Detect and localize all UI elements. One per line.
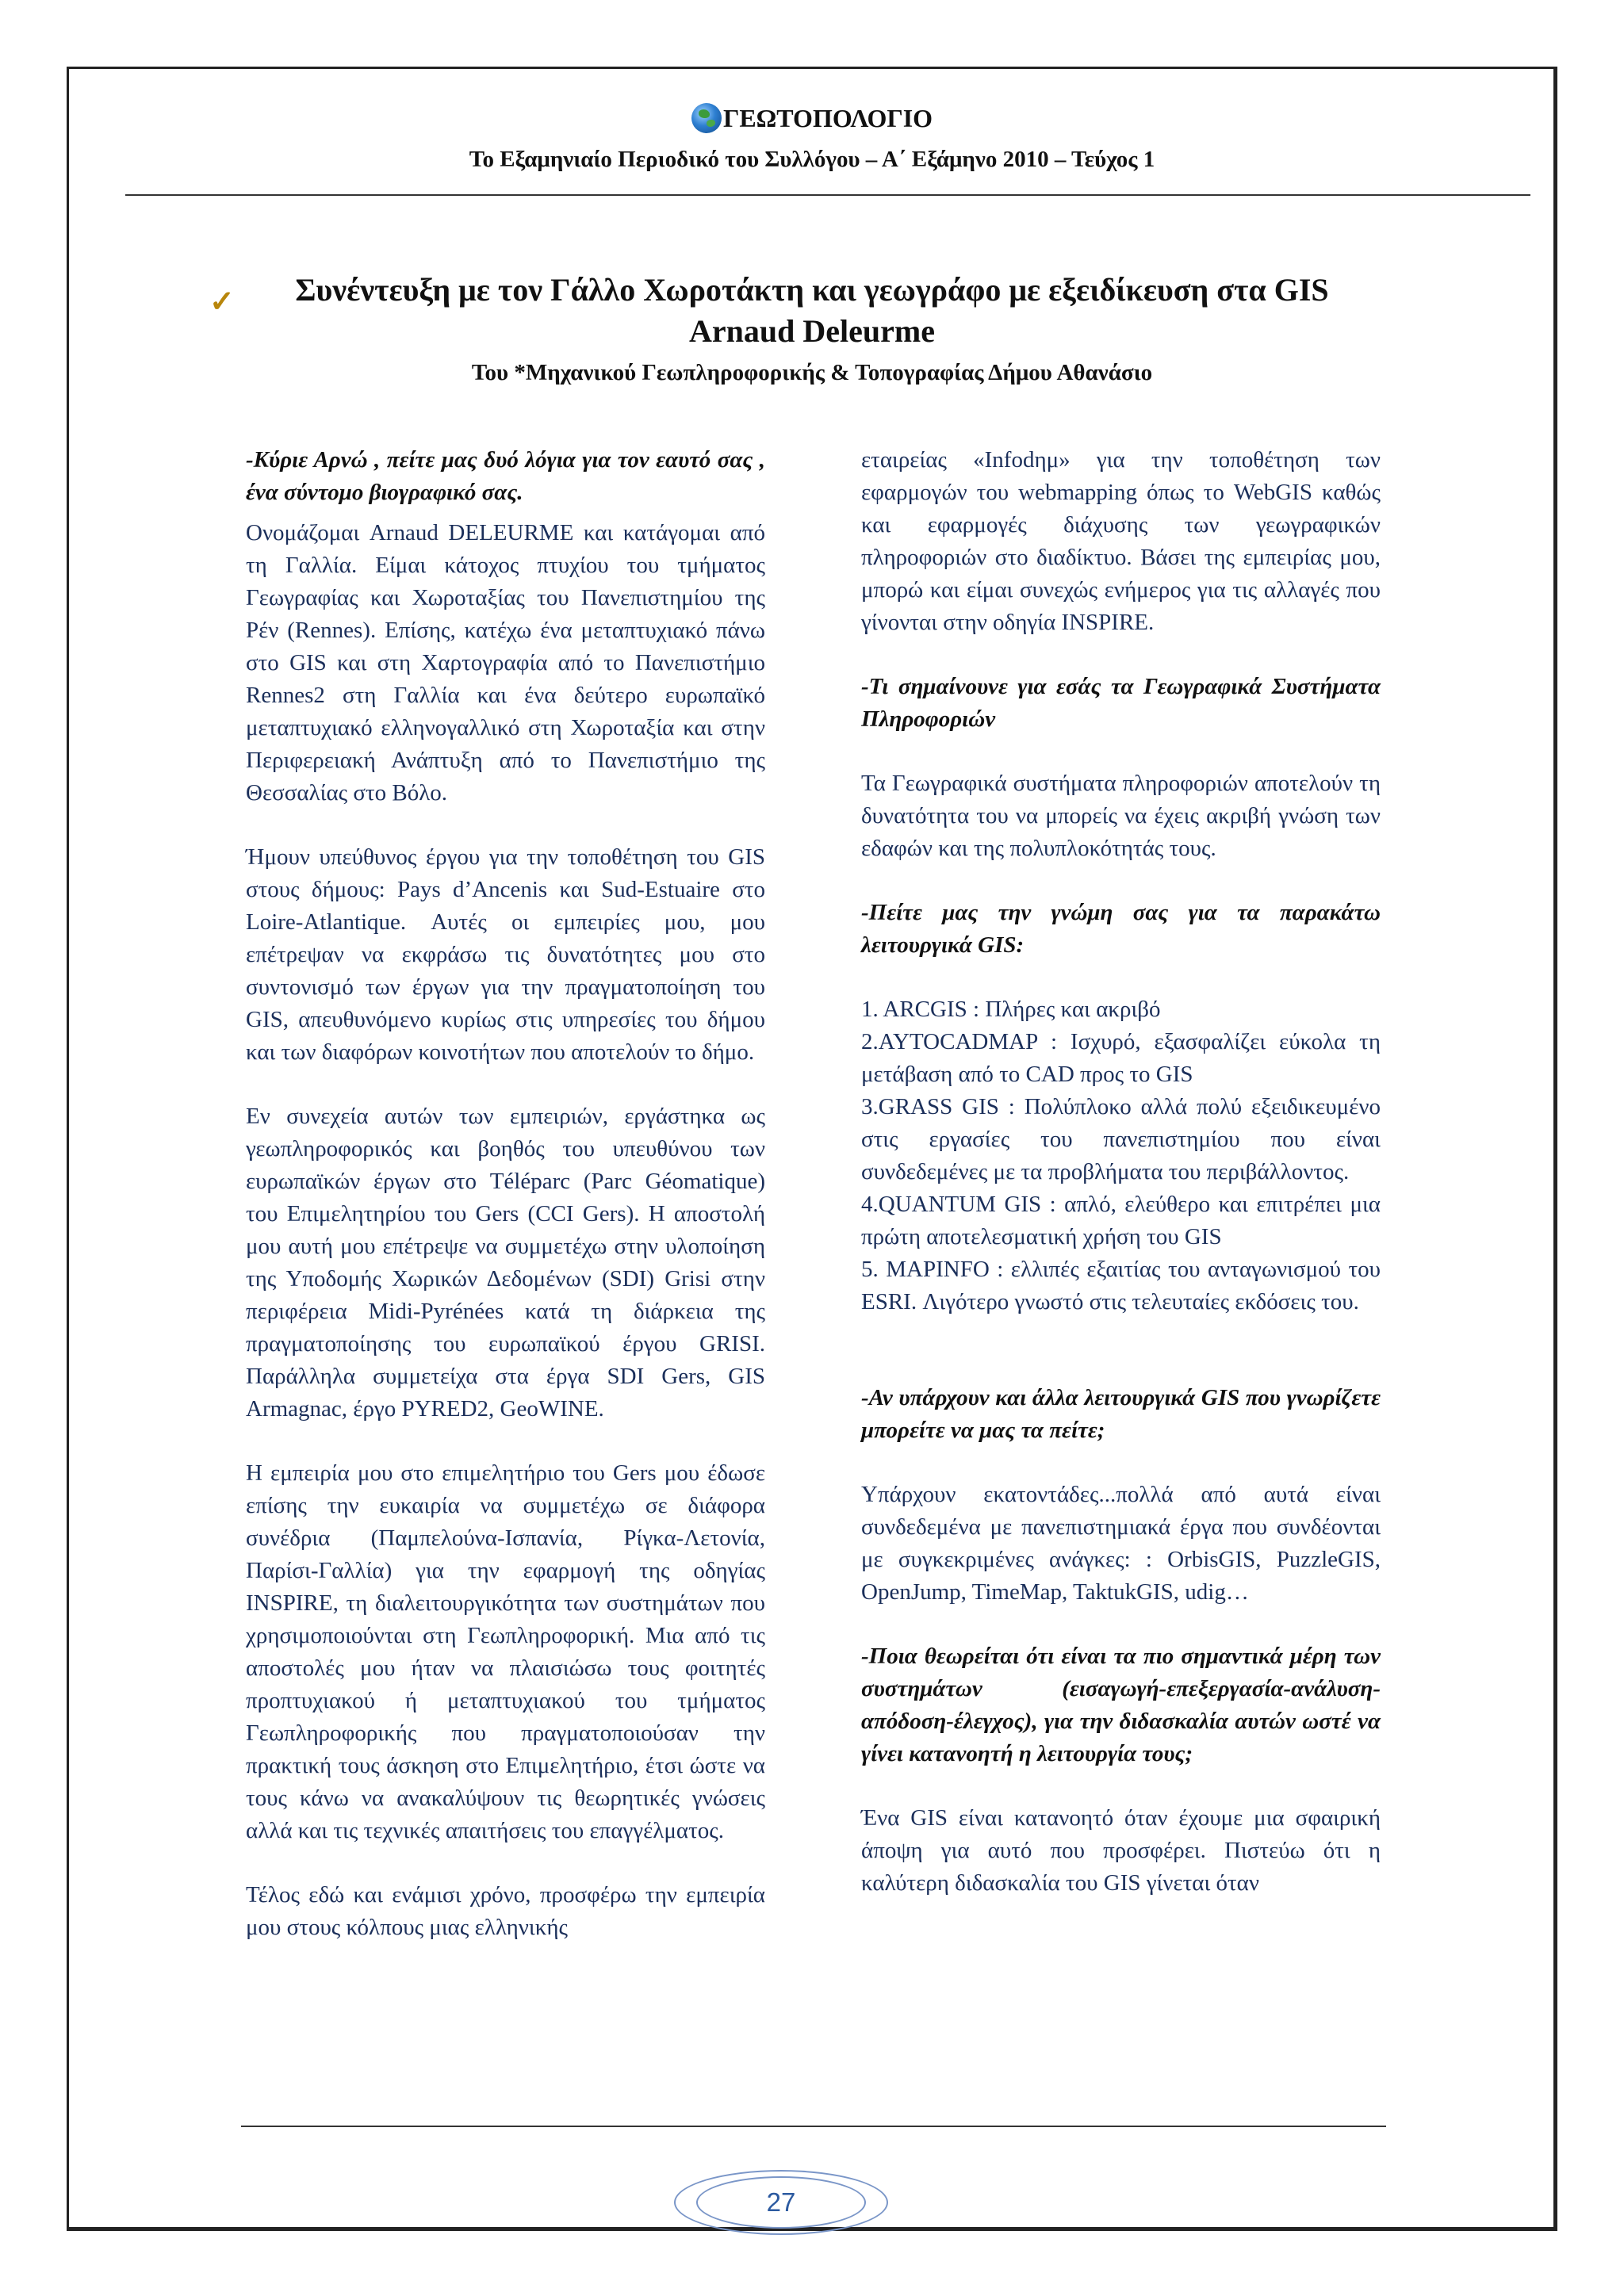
answer-paragraph: Τα Γεωγραφικά συστήματα πληροφοριών αποτελούν τη δυνατότητα του να μπορείς να έχεις ακριβή γνώση των εδαφών και της πολυπλοκότητάς τους. xyxy=(861,771,1381,861)
article-byline: Του *Μηχανικού Γεωπληροφορικής & Τοπογραφίας Δήμου Αθανάσιο xyxy=(471,360,1153,385)
list-item: 4.QUANTUM GIS : απλό, ελεύθερο και επιτρέπει μια πρώτη αποτελεσματική χρήση του GIS xyxy=(861,1192,1381,1249)
answer-paragraph: Ονομάζομαι Arnaud DELEURME και κατάγομαι από τη Γαλλία. Είμαι κάτοχος πτυχίου του τμήματος Γεωγραφίας και Χωροταξίας του Πανεπιστημίου της Ρέν (Rennes). Επίσης, κατέχω ένα μεταπτυχιακό πάνω στο GIS και στη Χαρτογραφία από το Πανεπιστήμιο Rennes2 στη Γαλλία και ένα δεύτερο ευρωπαϊκό μεταπτυχιακό ελληνογαλλικό στη Χωροταξία και στην Περιφερειακή Ανάπτυξη από το Πανεπιστήμιο της Θεσσαλίας στο Βόλο. xyxy=(246,520,765,806)
right-column xyxy=(861,444,1381,1900)
article-title: Συνέντευξη με τον Γάλλο Χωροτάκτη και γεωγράφο με εξειδίκευση στα GIS xyxy=(295,272,1329,308)
checkmark-bullet-icon: ✓ xyxy=(209,285,235,319)
left-column xyxy=(246,444,765,1944)
answer-paragraph: Εν συνεχεία αυτών των εμπειριών, εργάστηκα ως γεωπληροφορικός και βοηθός του υπευθύνου των ευρωπαϊκών έργων στο Téléparc (Parc Géomatique) του Επιμελητηρίου του Gers (CCI Gers). Η αποστολή μου αυτή μου επέτρεψε να συμμετέχω στην υλοποίηση της Υποδομής Χωρικών Δεδομένων (SDI) Grisi στην περιφέρεια Midi-Pyrénées κατά τη διάρκεια της πραγματοποίησης του ευρωπαϊκού έργου GRISI. Παράλληλα συμμετείχα στα έργα SDI Gers, GIS Armagnac, έργο PYRED2, GeoWINE. xyxy=(246,1104,765,1422)
globe-icon xyxy=(691,103,722,133)
answer-paragraph: Η εμπειρία μου στο επιμελητήριο του Gers μου έδωσε επίσης την ευκαιρία να συμμετέχω σε διάφορα συνέδρια (Παμπελούνα-Ισπανία, Ρίγκα-Λετονία, Παρίσι-Γαλλία) για την εφαρμογή της οδηγίας INSPIRE, τη διαλειτουργικότητα των συστημάτων που χρησιμοποιούνται στη Γεωπληροφορική. Μια από τις αποστολές μου ήταν να πλαισιώσω τους φοιτητές προπτυχιακού ή μεταπτυχιακού του τμήματος Γεωπληροφορικής που πραγματοποιούσαν την πρακτική τους άσκηση στο Επιμελητήριο, έτσι ώστε να τους κάνω να ανακαλύψουν τις θεωρητικές γνώσεις αλλά και τις τεχνικές απαιτήσεις του επαγγέλματος. xyxy=(246,1460,765,1843)
magazine-name: ΓΕΩΤΟΠΟΛΟΓΙΟ xyxy=(722,103,933,132)
question-5: -Ποια θεωρείται ότι είναι τα πιο σημαντικά μέρη των συστημάτων (εισαγωγή-επεξεργασία-ανάλυση-απόδοση-έλεγχος), για την διδασκαλία αυτών ωστέ να γίνει κατανοητή η λειτουργία τους; xyxy=(861,1644,1381,1766)
header-divider xyxy=(125,194,1530,196)
question-3: -Πείτε μας την γνώμη σας για τα παρακάτω λειτουργικά GIS: xyxy=(861,900,1381,958)
page-header xyxy=(0,103,1624,173)
question-4: -Αν υπάρχουν και άλλα λειτουργικά GIS που γνωρίζετε μπορείτε να μας τα πείτε; xyxy=(861,1385,1381,1443)
answer-paragraph: Τέλος εδώ και ενάμισι χρόνο, προσφέρω την εμπειρία μου στους κόλπους μιας ελληνικής xyxy=(246,1882,765,1940)
page-number: 27 xyxy=(766,2187,796,2217)
article-title-name: Arnaud Deleurme xyxy=(689,313,935,349)
answer-paragraph: Ένα GIS είναι κατανοητό όταν έχουμε μια σφαιρική άποψη για αυτό που προσφέρει. Πιστεύω ότι η καλύτερη διδασκαλία του GIS γίνεται όταν xyxy=(861,1805,1381,1896)
list-item: 1. ARCGIS : Πλήρες και ακριβό xyxy=(861,997,1161,1022)
magazine-subtitle: Το Εξαμηνιαίο Περιοδικό του Συλλόγου – Α΄ Εξάμηνο 2010 – Τεύχος 1 xyxy=(469,147,1155,172)
magazine-title xyxy=(691,103,933,133)
question-1: -Κύριε Αρνώ , πείτε μας δυό λόγια για τον εαυτό σας , ένα σύντομο βιογραφικό σας. xyxy=(246,447,765,505)
question-2: -Τι σημαίνουνε για εσάς τα Γεωγραφικά Συστήματα Πληροφοριών xyxy=(861,674,1381,732)
answer-paragraph: Υπάρχουν εκατοντάδες...πολλά από αυτά είναι συνδεδεμένα με πανεπιστημιακά έργα που συνδέονται με συγκεκριμένες ανάγκες: : OrbisGIS, PuzzleGIS, OpenJump, TimeMap, TaktukGIS, udig… xyxy=(861,1482,1381,1605)
answer-paragraph: εταιρείας «Infodημ» για την τοποθέτηση των εφαρμογών του webmapping όπως το WebGIS καθώς και εφαρμογές διάχυσης των γεωγραφικών πληροφοριών στο διαδίκτυο. Βάσει της εμπειρίας μου, μπορώ και είμαι συνεχώς ενήμερος για τις αλλαγές που γίνονται στην οδηγία INSPIRE. xyxy=(861,447,1381,635)
answer-paragraph: Ήμουν υπεύθυνος έργου για την τοποθέτηση του GIS στους δήμους: Pays d’Ancenis και Sud-Estuaire στο Loire-Atlantique. Αυτές οι εμπειρίες μου, μου επέτρεψαν να εκφράσω τις δυνατότητες μου στο συντονισμό των έργων για την πραγματοποίηση του GIS, απευθυνόμενο κυρίως στις υπηρεσίες του δήμου και των διαφόρων κοινοτήτων που αποτελούν το δήμο. xyxy=(246,844,765,1065)
list-item: 5. MAPINFO : ελλιπές εξαιτίας του ανταγωνισμού του ESRI. Λιγότερο γνωστό στις τελευταίες εκδόσεις του. xyxy=(861,1257,1381,1314)
list-item: 2.AYTOCADMAP : Ισχυρό, εξασφαλίζει εύκολα τη μετάβαση από το CAD προς το GIS xyxy=(861,1029,1381,1087)
article-title-block xyxy=(0,270,1624,386)
list-item: 3.GRASS GIS : Πολύπλοκο αλλά πολύ εξειδικευμένο στις εργασίες του πανεπιστημίου που είναι συνδεδεμένες με τα προβλήματα του περιβάλλοντος. xyxy=(861,1094,1381,1184)
footer-divider xyxy=(241,2126,1386,2127)
page-number-badge xyxy=(674,2170,888,2235)
